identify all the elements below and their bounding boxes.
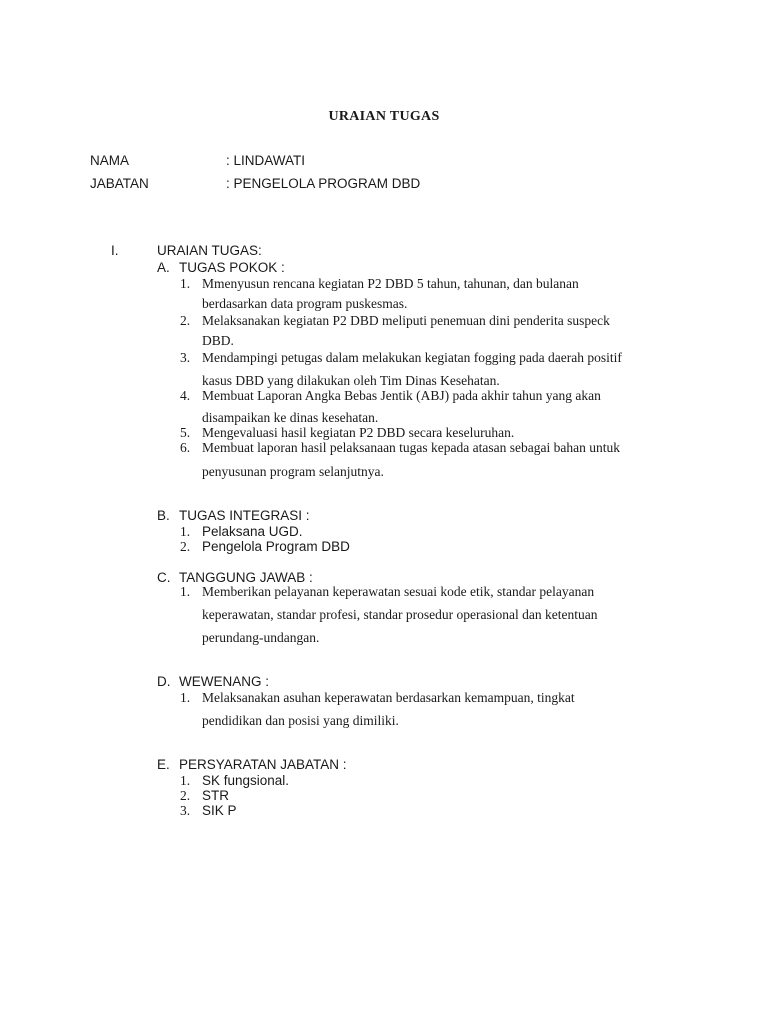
subsection-c-marker: C. [157,570,171,585]
subsection-d-marker: D. [157,674,171,689]
subsection-b-marker: B. [157,508,170,523]
list-item-text: Membuat Laporan Angka Bebas Jentik (ABJ) pada akhir tahun yang akan [202,388,601,403]
list-item-number: 4. [180,388,191,403]
list-item-text: Mengevaluasi hasil kegiatan P2 DBD secara keseluruhan. [202,425,515,440]
nama-value: : LINDAWATI [226,153,306,168]
list-item-text: keperawatan, standar profesi, standar prosedur operasional dan ketentuan [202,607,598,622]
subsection-e-heading: PERSYARATAN JABATAN : [179,757,347,772]
list-item-text: STR [202,788,229,803]
list-item-text: Membuat laporan hasil pelaksanaan tugas kepada atasan sebagai bahan untuk [202,440,620,455]
jabatan-label: JABATAN [90,176,149,191]
list-item-text: kasus DBD yang dilakukan oleh Tim Dinas Kesehatan. [202,373,500,388]
subsection-e-marker: E. [157,757,170,772]
list-item-number: 6. [180,440,191,455]
list-item-text: SIK P [202,803,237,818]
subsection-a-heading: TUGAS POKOK : [179,260,285,275]
list-item-text: Mmenyusun rencana kegiatan P2 DBD 5 tahun, tahunan, dan bulanan [202,276,579,291]
list-item-number: 1. [180,584,191,599]
list-item-text: disampaikan ke dinas kesehatan. [202,410,379,425]
list-item-number: 2. [180,539,191,554]
subsection-b-heading: TUGAS INTEGRASI : [179,508,310,523]
section-marker: I. [111,243,119,258]
list-item-text: DBD. [202,333,234,348]
list-item-number: 1. [180,773,191,788]
list-item-text: Melaksanakan kegiatan P2 DBD meliputi penemuan dini penderita suspeck [202,313,610,328]
list-item-text: Pengelola Program DBD [202,539,350,554]
jabatan-value: : PENGELOLA PROGRAM DBD [226,176,421,191]
list-item-text: penyusunan program selanjutnya. [202,464,384,479]
list-item-number: 2. [180,788,191,803]
document-title: URAIAN TUGAS [328,109,440,124]
list-item-number: 1. [180,524,191,539]
subsection-c-heading: TANGGUNG JAWAB : [179,570,313,585]
list-item-text: Pelaksana UGD. [202,524,303,539]
list-item-number: 5. [180,425,191,440]
list-item-text: berdasarkan data program puskesmas. [202,296,408,311]
list-item-text: Melaksanakan asuhan keperawatan berdasarkan kemampuan, tingkat [202,690,575,705]
list-item-number: 3. [180,803,191,818]
list-item-number: 3. [180,350,191,365]
list-item-number: 1. [180,690,191,705]
subsection-d-heading: WEWENANG : [179,674,269,689]
section-heading: URAIAN TUGAS: [157,243,262,258]
list-item-number: 1. [180,276,191,291]
list-item-number: 2. [180,313,191,328]
list-item-text: perundang-undangan. [202,630,320,645]
list-item-text: pendidikan dan posisi yang dimiliki. [202,713,399,728]
subsection-a-marker: A. [157,260,170,275]
nama-label: NAMA [90,153,130,168]
list-item-text: SK fungsional. [202,773,290,788]
list-item-text: Mendampingi petugas dalam melakukan kegiatan fogging pada daerah positif [202,350,622,365]
list-item-text: Memberikan pelayanan keperawatan sesuai kode etik, standar pelayanan [202,584,595,599]
